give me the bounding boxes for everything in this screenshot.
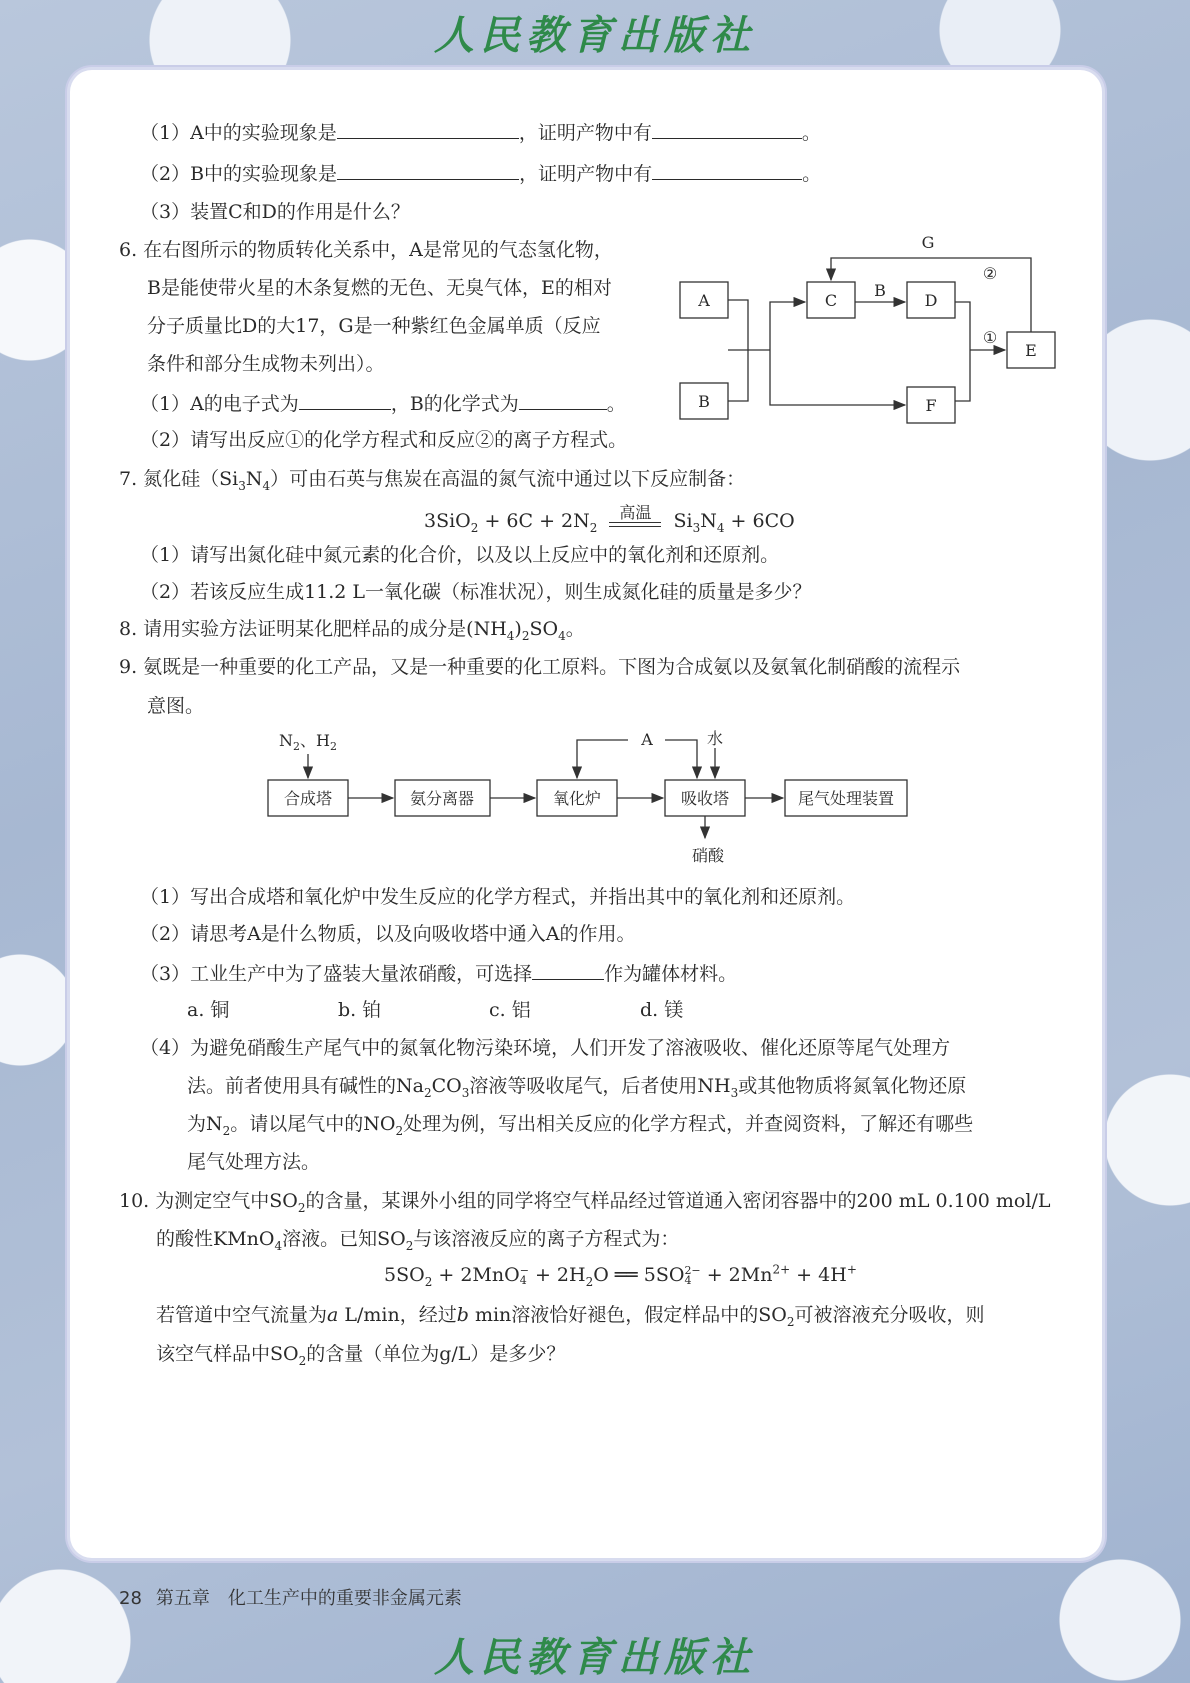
flow-label-separator: 氨分离器 — [409, 789, 475, 808]
q7-subscript: 3 — [238, 478, 246, 493]
q10-text: 可被溶液充分吸收，则 — [794, 1304, 985, 1326]
merge-line-b — [728, 350, 748, 401]
q7-line1 — [119, 467, 745, 491]
eq-superscript: 2− — [684, 1264, 701, 1277]
arrow-a-to-absorber — [665, 740, 697, 778]
q8-text: 。 — [565, 618, 585, 640]
q5-part2 — [140, 161, 821, 186]
answer-blank[interactable] — [652, 120, 802, 139]
flow-label-absorber: 吸收塔 — [680, 789, 730, 808]
q9-option-a[interactable]: a. 铜 — [187, 999, 230, 1021]
q5-part1 — [140, 120, 821, 145]
q9-text: 溶液等吸收尾气，后者使用NH — [469, 1075, 731, 1097]
q7-text: N — [245, 468, 263, 490]
flow-label-water: 水 — [706, 729, 724, 748]
q10-text: 的含量，某课外小组的同学将空气样品经过管道通入密闭容器中的200 mL 0.100 mol/L — [305, 1190, 1051, 1212]
eq-term: + 2MnO — [432, 1264, 520, 1286]
q6-line1: 6. 在右图所示的物质转化关系中，A是常见的气态氢化物， — [119, 239, 613, 261]
q10-text: min溶液恰好褪色，假定样品中的SO — [468, 1304, 787, 1326]
flow-input-n: N — [279, 731, 294, 750]
publisher-logo-bottom: 人民教育出版社 — [434, 1634, 756, 1681]
q9-line1: 9. 氨既是一种重要的化工产品，又是一种重要的化工原料。下图为合成氨以及氨氧化制硝酸的流程示 — [119, 656, 961, 678]
answer-blank[interactable] — [652, 161, 802, 180]
label-b: B — [874, 281, 886, 300]
q7-part1: （1）请写出氮化硅中氮元素的化合价，以及以上反应中的氧化剂和还原剂。 — [140, 544, 780, 566]
eq-subscript: 2 — [470, 520, 479, 535]
bracket-d-f — [955, 302, 970, 401]
q8-subscript: 4 — [506, 628, 515, 643]
flow-input-label — [279, 731, 337, 753]
flow-label-tail-gas: 尾气处理装置 — [797, 789, 895, 808]
q9-part4-line4: 尾气处理方法。 — [187, 1151, 321, 1173]
eq-term: + 6CO — [724, 510, 795, 532]
q10-subscript: 4 — [274, 1238, 283, 1253]
merge-line-a — [728, 300, 748, 350]
q9-part2: （2）请思考A是什么物质，以及向吸收塔中通入A的作用。 — [140, 923, 636, 945]
q9-part3 — [140, 961, 737, 986]
eq-supsub — [684, 1266, 700, 1286]
eq-term: N — [700, 510, 717, 532]
eq-term: + 4H — [790, 1264, 847, 1286]
q8-text: ) — [514, 618, 522, 640]
q9-option-b[interactable]: b. 铂 — [338, 999, 382, 1021]
q9-text: 。请以尾气中的NO — [230, 1113, 396, 1135]
q10-text: 溶液。已知SO — [282, 1228, 406, 1250]
eq-subscript: 2 — [585, 1274, 594, 1289]
arrow-to-f — [770, 350, 905, 405]
answer-blank[interactable] — [337, 120, 519, 139]
eq-term: O ══ 5SO — [593, 1264, 685, 1286]
eq-term: 3SiO — [424, 510, 471, 532]
eq-supsub — [520, 1266, 529, 1286]
q9-part4-line1: （4）为避免硝酸生产尾气中的氮氧化物污染环境，人们开发了溶液吸收、催化还原等尾气处理方 — [140, 1037, 951, 1059]
label-g: G — [921, 233, 935, 252]
q9-option-c[interactable]: c. 铝 — [489, 999, 531, 1021]
q9-subscript: 3 — [730, 1085, 739, 1100]
q6-line4: 条件和部分生成物未列出）。 — [147, 353, 385, 375]
eq-superscript: 2+ — [772, 1262, 791, 1277]
page-footer — [119, 1584, 462, 1610]
eq-term: + 2H — [528, 1264, 586, 1286]
arrow-to-c — [770, 302, 805, 350]
node-d-label: D — [924, 291, 938, 310]
q8-subscript: 4 — [558, 628, 566, 643]
q9-part3-text2: 作为罐体材料。 — [604, 963, 738, 985]
q5-part2-text2: ，证明产物中有 — [519, 163, 653, 185]
eq-condition-arrow — [609, 503, 661, 527]
q10-text: 10. 为测定空气中SO — [119, 1190, 298, 1212]
answer-blank[interactable] — [299, 391, 391, 410]
node-b-label: B — [698, 392, 710, 411]
q6-part2: （2）请写出反应①的化学方程式和反应②的离子方程式。 — [140, 429, 628, 451]
q9-option-d[interactable]: d. 镁 — [640, 999, 684, 1021]
node-c-label: C — [824, 291, 838, 310]
q6-conversion-diagram — [670, 230, 1070, 440]
q9-text: 法。前者使用具有碱性的Na — [187, 1075, 424, 1097]
answer-blank[interactable] — [519, 391, 607, 410]
q10-equation — [384, 1262, 857, 1289]
q10-var-a: a — [327, 1304, 339, 1326]
eq-subscript: 3 — [692, 520, 701, 535]
flow-input-h: 、H — [300, 731, 330, 750]
q9-part4-line2 — [187, 1074, 966, 1098]
q9-flow-diagram — [260, 726, 920, 866]
q7-subscript: 4 — [262, 478, 271, 493]
q10-text: L/min，经过 — [338, 1304, 457, 1326]
q10-line3 — [156, 1303, 985, 1327]
flow-label-output: 硝酸 — [691, 846, 725, 865]
q10-text: 的酸性KMnO — [156, 1228, 275, 1250]
q10-line1 — [119, 1189, 1050, 1213]
q9-subscript: 3 — [461, 1085, 470, 1100]
eq-subscript: 4 — [684, 1274, 692, 1287]
flow-input-sub: 2 — [329, 740, 337, 753]
q10-text: 该空气样品中SO — [156, 1343, 299, 1365]
q5-part2-end: 。 — [802, 163, 822, 185]
eq-term: Si — [673, 510, 693, 532]
q5-part1-text: （1）A中的实验现象是 — [140, 122, 337, 144]
q9-part4-line3 — [187, 1112, 973, 1136]
chapter-title: 化工生产中的重要非金属元素 — [227, 1588, 462, 1609]
q10-text: 若管道中空气流量为 — [156, 1304, 328, 1326]
node-a-label: A — [698, 291, 710, 310]
q10-text: 与该溶液反应的离子方程式为： — [413, 1228, 680, 1250]
q8-text: SO — [529, 618, 559, 640]
node-e-label: E — [1025, 341, 1037, 360]
page-number: 28 — [119, 1588, 142, 1609]
q6-part1 — [140, 391, 626, 416]
eq-subscript: 2 — [589, 520, 598, 535]
q6-line3: 分子质量比D的大17，G是一种紫红色金属单质（反应 — [147, 315, 601, 337]
answer-blank[interactable] — [337, 161, 519, 180]
q6-line2: B是能使带火星的木条复燃的无色、无臭气体，E的相对 — [147, 277, 612, 299]
q9-subscript: 2 — [423, 1085, 432, 1100]
publisher-logo-top: 人民教育出版社 — [434, 12, 756, 59]
q9-part1: （1）写出合成塔和氧化炉中发生反应的化学方程式，并指出其中的氧化剂和还原剂。 — [140, 886, 856, 908]
flow-label-oxidizer: 氧化炉 — [552, 789, 602, 808]
q10-line4 — [156, 1342, 565, 1366]
q5-part2-text: （2）B中的实验现象是 — [140, 163, 338, 185]
mark-circle-1: ① — [982, 328, 998, 347]
q10-subscript: 2 — [297, 1200, 306, 1215]
eq-term: + 2Mn — [700, 1264, 773, 1286]
q9-part3-text: （3）工业生产中为了盛装大量浓硝酸，可选择 — [140, 963, 533, 985]
q5-part1-end: 。 — [801, 122, 821, 144]
q8-subscript: 2 — [521, 628, 530, 643]
q10-subscript: 2 — [786, 1314, 795, 1329]
q10-text: 的含量（单位为g/L）是多少？ — [306, 1343, 566, 1365]
q10-subscript: 2 — [405, 1238, 414, 1253]
q9-text: 或其他物质将氮氧化物还原 — [738, 1075, 967, 1097]
flow-label-synthesis: 合成塔 — [283, 789, 333, 808]
q9-subscript: 2 — [395, 1123, 404, 1138]
q9-text: 处理为例，写出相关反应的化学方程式，并查阅资料，了解还有哪些 — [403, 1113, 974, 1135]
q5-part3: （3）装置C和D的作用是什么？ — [140, 201, 410, 223]
q10-line2 — [156, 1227, 679, 1251]
arrow-a-to-oxidizer — [577, 740, 628, 778]
q7-text: 7. 氮化硅（Si — [119, 468, 239, 490]
eq-term: 5SO — [384, 1264, 425, 1286]
eq-subscript: 2 — [424, 1274, 433, 1289]
q10-subscript: 2 — [298, 1353, 307, 1368]
eq-subscript: 4 — [519, 1274, 527, 1287]
q8-line — [119, 617, 585, 641]
flow-label-a: A — [641, 730, 653, 749]
q7-equation — [424, 503, 795, 535]
q9-line2: 意图。 — [147, 695, 205, 717]
q9-text: CO — [431, 1075, 462, 1097]
q9-text: 为N — [187, 1113, 223, 1135]
eq-condition: 高温 — [619, 503, 652, 522]
q8-text: 8. 请用实验方法证明某化肥样品的成分是(NH — [119, 618, 507, 640]
eq-superscript: − — [519, 1264, 529, 1277]
q6-part1-text: （1）A的电子式为 — [140, 393, 299, 415]
eq-term: + 6C + 2N — [478, 510, 590, 532]
q6-part1-end: 。 — [606, 393, 626, 415]
q7-text: ）可由石英与焦炭在高温的氮气流中通过以下反应制备： — [270, 468, 746, 490]
mark-circle-2: ② — [982, 264, 998, 283]
flow-input-sub: 2 — [293, 740, 301, 753]
chapter-label: 第五章 — [155, 1588, 210, 1609]
q10-var-b: b — [456, 1304, 469, 1326]
node-f-label: F — [925, 396, 937, 415]
q5-part1-text2: ，证明产物中有 — [518, 122, 652, 144]
q9-subscript: 2 — [222, 1123, 231, 1138]
eq-subscript: 4 — [716, 520, 725, 535]
q6-part1-text2: ，B的化学式为 — [390, 393, 519, 415]
eq-superscript: + — [846, 1262, 857, 1277]
answer-blank[interactable] — [532, 961, 604, 980]
q7-part2: （2）若该反应生成11.2 L一氧化碳（标准状况），则生成氮化硅的质量是多少？ — [140, 581, 812, 603]
